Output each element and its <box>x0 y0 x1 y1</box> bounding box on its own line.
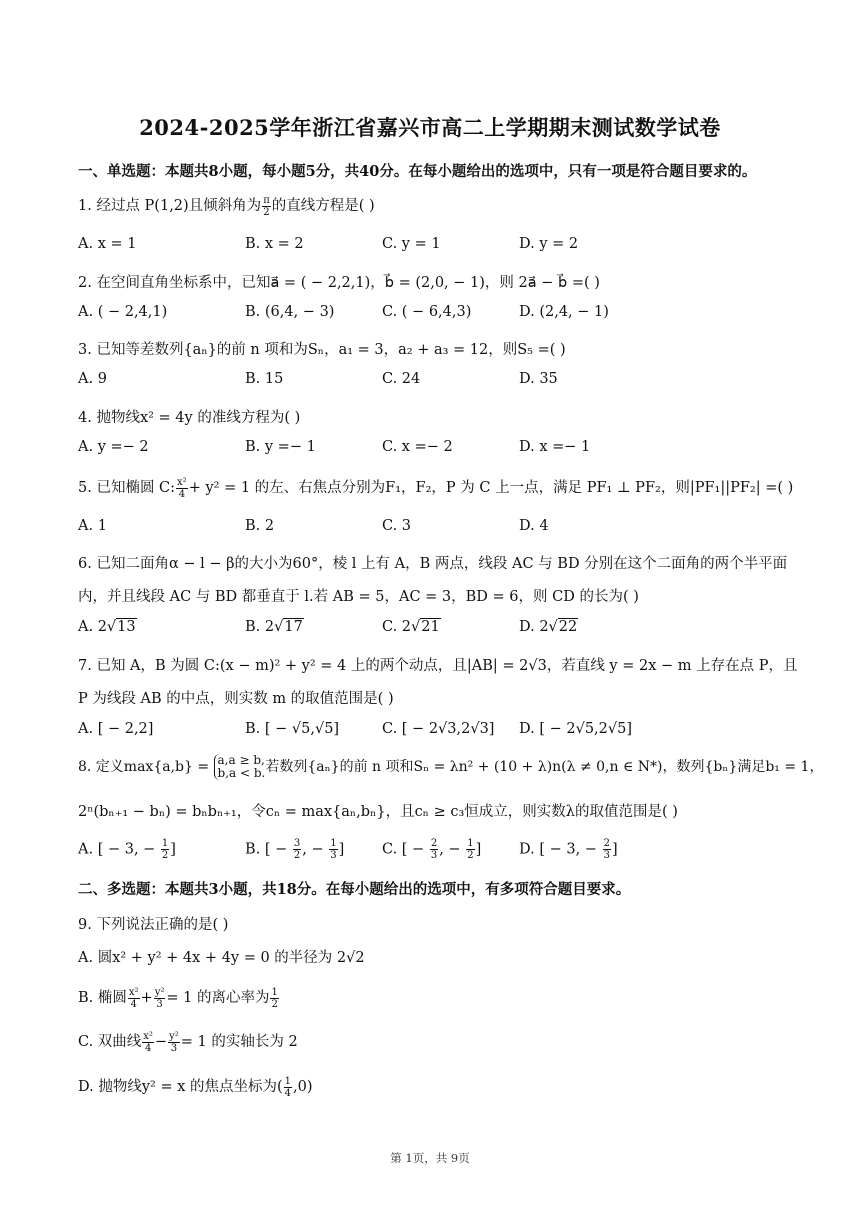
option-a[interactable]: A. x = 1 <box>78 236 137 252</box>
option-c[interactable]: C. ( − 6,4,3) <box>382 304 472 320</box>
option-b[interactable]: B. 2√17 <box>245 619 303 635</box>
question-6-line-2: 内，并且线段 AC 与 BD 都垂直于 l.若 AB = 5，AC = 3，BD = 6，则 CD 的长为( ) <box>78 589 639 605</box>
question-9-option-a[interactable]: A. 圆x² + y² + 4x + 4y = 0 的半径为 2√2 <box>78 950 365 966</box>
question-5-stem-a: 5. 已知椭圆 C: <box>78 480 176 496</box>
question-7-options <box>78 721 804 741</box>
question-1-stem-b: 的直线方程是( ) <box>271 198 375 214</box>
option-a[interactable]: A. 2√13 <box>78 619 136 635</box>
page-footer: 第 1页，共 9页 <box>390 1151 470 1165</box>
question-7-line-2: P 为线段 AB 的中点，则实数 m 的取值范围是( ) <box>78 691 394 707</box>
option-b[interactable]: B. x = 2 <box>245 236 304 252</box>
fraction-x2-over-4: $\frac{\text{x²}}{4}$ <box>177 476 187 500</box>
piecewise-definition: a,a ≥ b, b,a < b. <box>214 754 266 780</box>
option-b[interactable]: B. [ − $\frac{3}{2}$ , − $\frac{1}{3}$ ] <box>245 838 345 861</box>
option-a[interactable]: A. ( − 2,4,1) <box>78 304 168 320</box>
question-3-options <box>78 371 804 391</box>
option-b[interactable]: B. [ − √5,√5] <box>245 721 340 737</box>
question-5-options <box>78 518 804 538</box>
question-8-stem-a: 8. 定义max{a,b} = <box>78 759 214 775</box>
question-7-line-1: 7. 已知 A，B 为圆 C:(x − m)² + y² = 4 上的两个动点，且|AB| = 2√3，若直线 y = 2x − m 上存在点 P，且 <box>78 658 798 674</box>
option-d[interactable]: D. 35 <box>519 371 558 387</box>
option-d[interactable]: D. x =− 1 <box>519 439 591 455</box>
option-c[interactable]: C. y = 1 <box>382 236 441 252</box>
option-a[interactable]: A. [ − 2,2] <box>78 721 154 737</box>
question-9-option-c[interactable]: C. 双曲线 $\frac{\text{x²}}{4}$ − $\frac{\text{y²}}{3}$ = 1 的实轴长为 2 <box>78 1030 298 1054</box>
option-d[interactable]: D. 4 <box>519 518 549 534</box>
option-a[interactable]: A. 1 <box>78 518 107 534</box>
option-d[interactable]: D. [ − 3, − $\frac{2}{3}$ ] <box>519 838 618 861</box>
question-8-line-1 <box>78 753 824 780</box>
option-c[interactable]: C. 2√21 <box>382 619 440 635</box>
question-2-options <box>78 304 804 324</box>
question-2: 2. 在空间直角坐标系中，已知a⃗ = ( − 2,2,1)，b⃗ = (2,0, − 1)，则 2a⃗ − b⃗ =( ) <box>78 275 600 291</box>
option-d[interactable]: D. [ − 2√5,2√5] <box>519 721 632 737</box>
question-1-options <box>78 236 804 256</box>
option-d[interactable]: D. y = 2 <box>519 236 579 252</box>
option-b[interactable]: B. 2 <box>245 518 275 534</box>
question-8-options <box>78 838 804 861</box>
question-6-options <box>78 619 804 639</box>
question-1 <box>78 194 810 218</box>
question-5-stem-b: + y² = 1 的左、右焦点分别为F₁，F₂，P 为 C 上一点，满足 PF₁ ⊥ PF₂，则|PF₁||PF₂| =( ) <box>188 480 794 496</box>
option-a[interactable]: A. [ − 3, − $\frac{1}{2}$ ] <box>78 838 176 861</box>
option-b[interactable]: B. y =− 1 <box>245 439 316 455</box>
fraction-pi-over-2: $\frac{\pi}{2}$ <box>263 194 270 218</box>
question-9-option-d[interactable]: D. 抛物线y² = x 的焦点坐标为( $\frac{1}{4}$ ,0) <box>78 1075 313 1099</box>
question-9: 9. 下列说法正确的是( ) <box>78 917 229 933</box>
option-c[interactable]: C. [ − 2√3,2√3] <box>382 721 495 737</box>
option-c[interactable]: C. x =− 2 <box>382 439 453 455</box>
option-a[interactable]: A. y =− 2 <box>78 439 149 455</box>
question-4: 4. 抛物线x² = 4y 的准线方程为( ) <box>78 410 301 426</box>
question-3: 3. 已知等差数列{aₙ}的前 n 项和为Sₙ，a₁ = 3，a₂ + a₃ = 12，则S₅ =( ) <box>78 342 566 358</box>
option-a[interactable]: A. 9 <box>78 371 107 387</box>
option-b[interactable]: B. (6,4, − 3) <box>245 304 335 320</box>
page-title: 2024-2025学年浙江省嘉兴市高二上学期期末测试数学试卷 <box>139 115 721 140</box>
question-8-stem-b: 若数列{aₙ}的前 n 项和Sₙ = λn² + (10 + λ)n(λ ≠ 0,n ∈ N*)，数列{bₙ}满足b₁ = 1， <box>265 759 824 775</box>
question-4-options <box>78 439 804 459</box>
question-1-stem-a: 1. 经过点 P(1,2)且倾斜角为 <box>78 198 262 214</box>
section-multiple-choice: 二、多选题：本题共3小题，共18分。在每小题给出的选项中，有多项符合题目要求。 <box>78 881 631 898</box>
section-single-choice: 一、单选题：本题共8小题，每小题5分，共40分。在每小题给出的选项中，只有一项是符合题目要求的。 <box>78 163 757 180</box>
option-c[interactable]: C. 24 <box>382 371 421 387</box>
option-b[interactable]: B. 15 <box>245 371 284 387</box>
question-9-option-b[interactable]: B. 椭圆 $\frac{\text{x²}}{4}$ + $\frac{\text{y²}}{3}$ = 1 的离心率为 $\frac{1}{2}$ <box>78 986 278 1010</box>
option-d[interactable]: D. (2,4, − 1) <box>519 304 609 320</box>
question-8-line-2: 2ⁿ(bₙ₊₁ − bₙ) = bₙbₙ₊₁，令cₙ = max{aₙ,bₙ}，且cₙ ≥ c₃恒成立，则实数λ的取值范围是( ) <box>78 804 678 820</box>
question-6-line-1: 6. 已知二面角α − l − β的大小为60°，棱 l 上有 A，B 两点，线段 AC 与 BD 分别在这个二面角的两个半平面 <box>78 556 788 572</box>
option-d[interactable]: D. 2√22 <box>519 619 578 635</box>
option-c[interactable]: C. [ − $\frac{2}{3}$ , − $\frac{1}{2}$ ] <box>382 838 482 861</box>
question-5 <box>78 476 810 500</box>
option-c[interactable]: C. 3 <box>382 518 412 534</box>
